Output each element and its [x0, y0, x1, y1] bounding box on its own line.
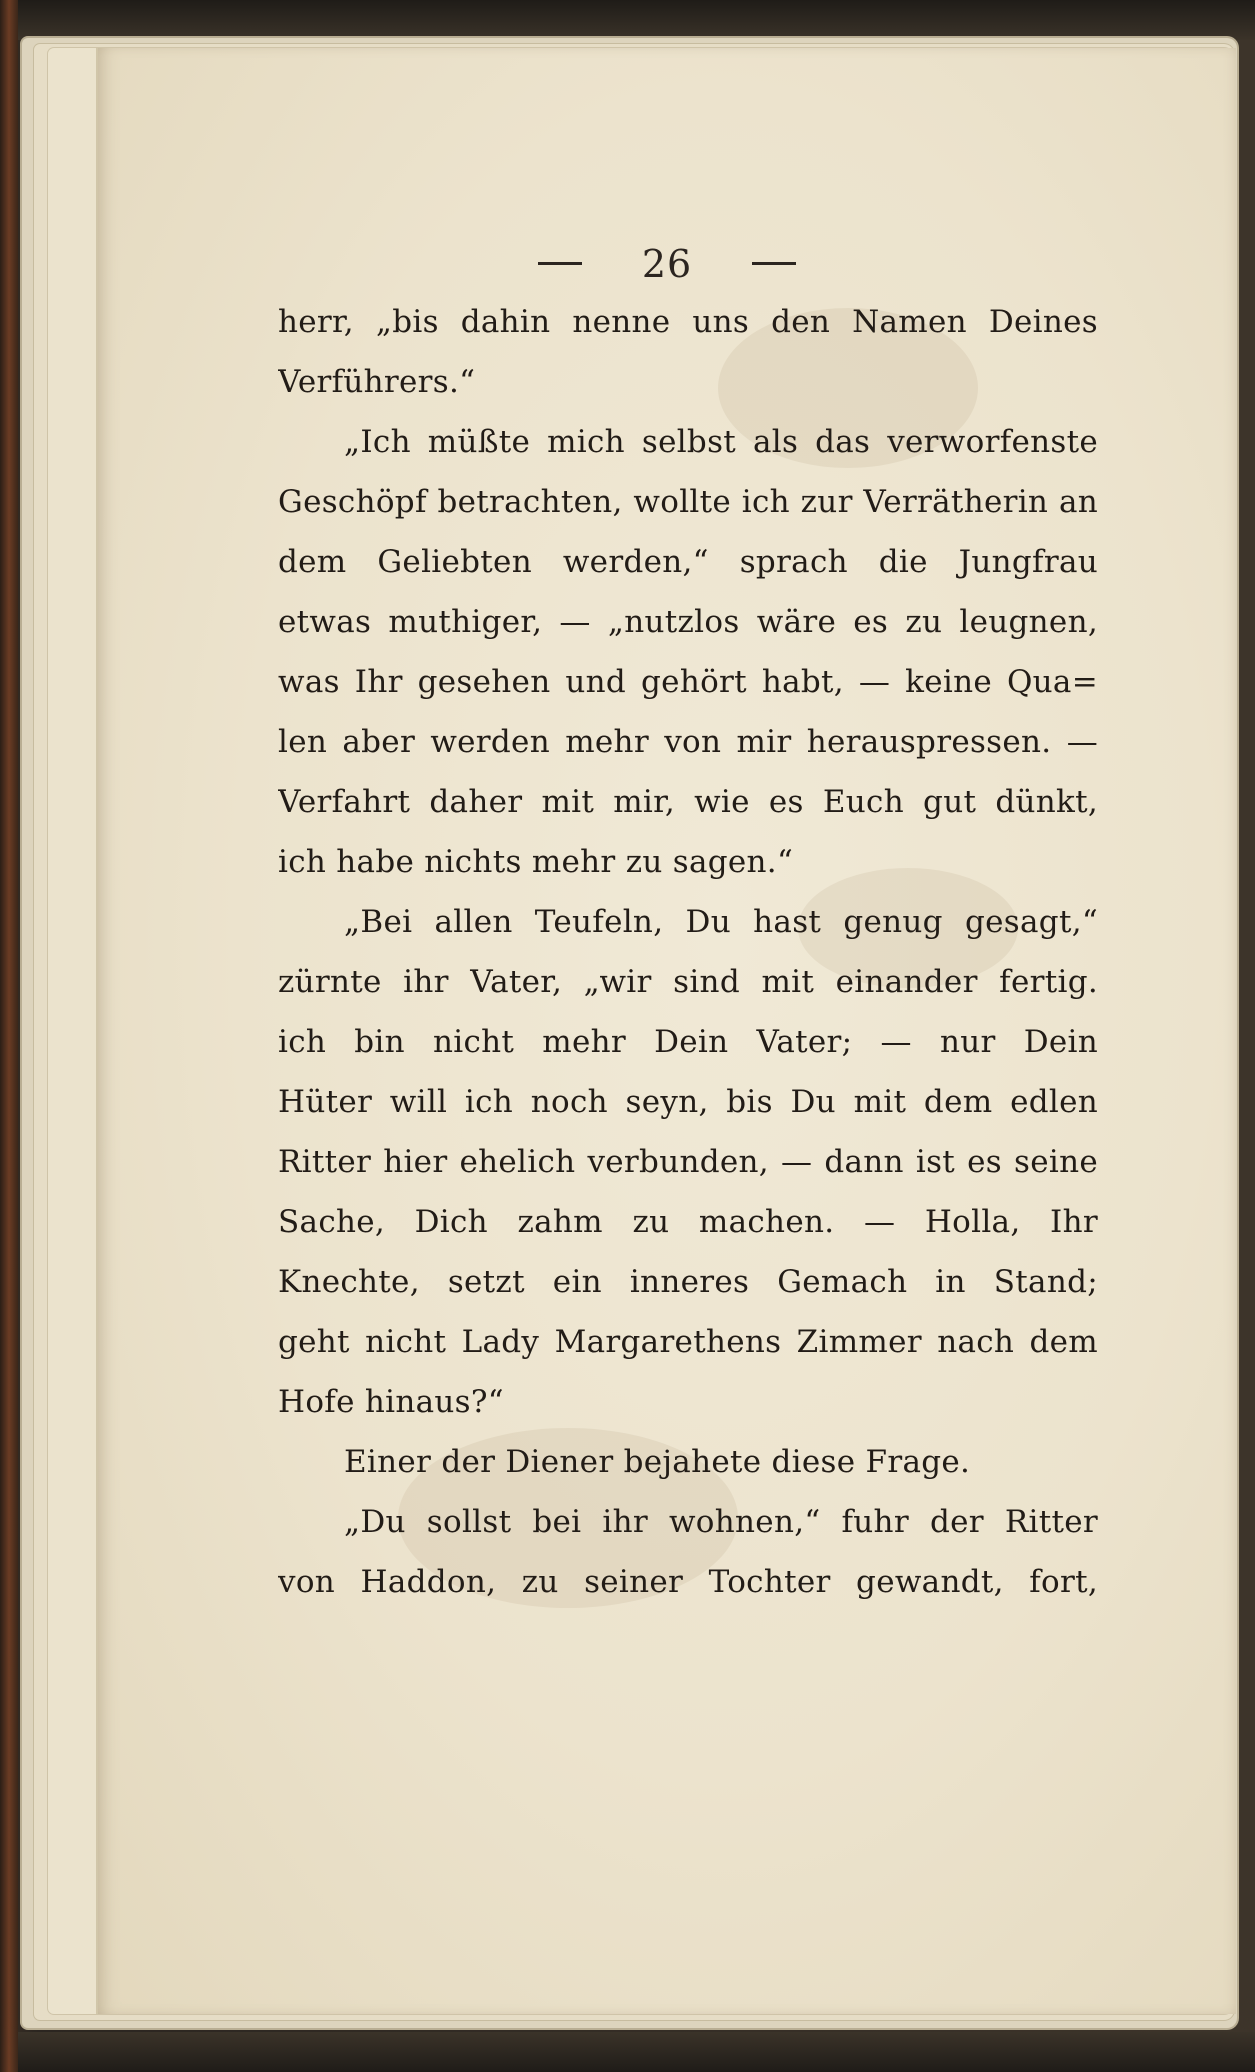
text-line: Knechte, setzt ein inneres Gemach in Stand;: [278, 1264, 1098, 1300]
text-line: ich habe nichts mehr zu sagen.“: [278, 844, 794, 880]
page-number-header: [98, 238, 1236, 286]
text-line: „Bei allen Teufeln, Du hast genug gesagt,“: [344, 904, 1098, 940]
text-line: ich bin nicht mehr Dein Vater; — nur Dein: [278, 1024, 1098, 1060]
text-line: Verfahrt daher mit mir, wie es Euch gut dünkt,: [278, 784, 1098, 820]
text-line: „Ich müßte mich selbst als das verworfenste: [344, 424, 1098, 460]
text-line: etwas muthiger, — „nutzlos wäre es zu leugnen,: [278, 604, 1098, 640]
page-number: 26: [641, 241, 693, 286]
text-line: von Haddon, zu seiner Tochter gewandt, fort,: [278, 1564, 1098, 1600]
text-line: herr, „bis dahin nenne uns den Namen Deines: [278, 304, 1098, 340]
text-line: geht nicht Lady Margarethens Zimmer nach dem: [278, 1324, 1098, 1360]
text-line: „Du sollst bei ihr wohnen,“ fuhr der Ritter: [344, 1504, 1098, 1540]
text-line: len aber werden mehr von mir herauspressen. —: [278, 724, 1098, 760]
text-line: was Ihr gesehen und gehört habt, — keine Qua=: [278, 664, 1098, 700]
text-line: zürnte ihr Vater, „wir sind mit einander fertig.: [278, 964, 1098, 1000]
text-line: Einer der Diener bejahete diese Frage.: [344, 1444, 971, 1480]
text-line: Sache, Dich zahm zu machen. — Holla, Ihr: [278, 1204, 1098, 1240]
book-cover-top: [0, 0, 1255, 40]
text-line: Hofe hinaus?“: [278, 1384, 504, 1420]
book-cover-bottom: [0, 2032, 1255, 2072]
body-text: [278, 292, 1098, 1612]
header-dash-right: [752, 262, 796, 265]
text-line: Ritter hier ehelich verbunden, — dann ist es seine: [278, 1144, 1098, 1180]
text-line: dem Geliebten werden,“ sprach die Jungfrau: [278, 544, 1098, 580]
text-line: Geschöpf betrachten, wollte ich zur Verrätherin an: [278, 484, 1098, 520]
text-line: Hüter will ich noch seyn, bis Du mit dem edlen: [278, 1084, 1098, 1120]
text-line: Verführers.“: [278, 364, 476, 400]
book-spine-edge: [0, 0, 18, 2072]
header-dash-left: [538, 262, 582, 265]
